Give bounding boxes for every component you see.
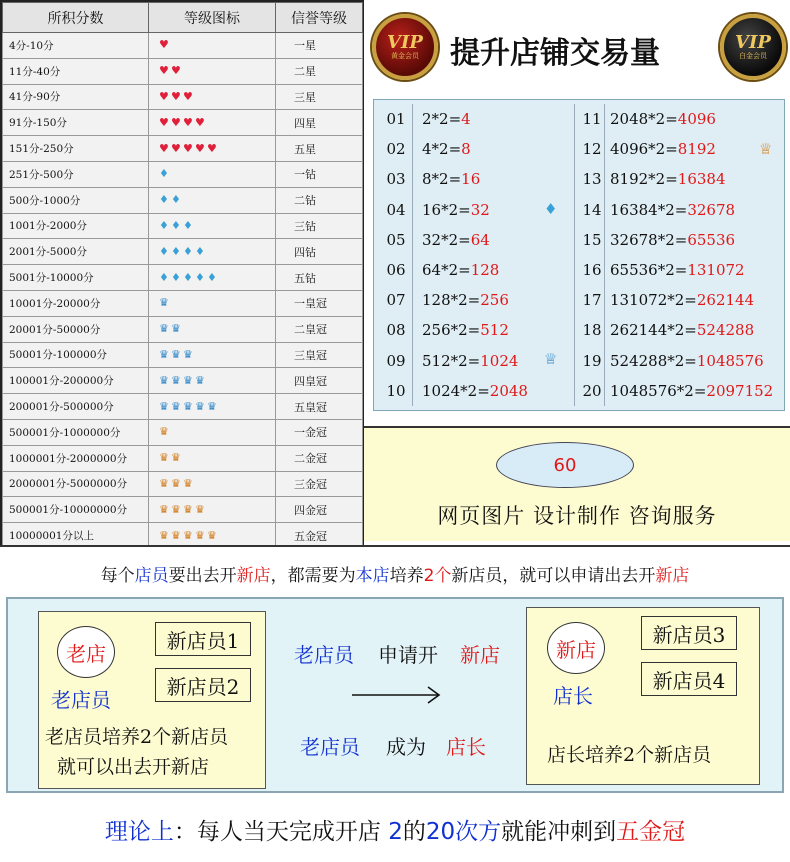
expression-text: 1048576*2=: [610, 381, 707, 400]
expression-text: 512*2=: [422, 351, 481, 370]
text-run: 新店: [655, 566, 690, 586]
expression-result: 512: [480, 321, 509, 340]
diamond-icon: ♦: [171, 244, 181, 258]
expression-text: 128*2=: [422, 291, 481, 310]
expression-text: 256*2=: [422, 321, 481, 340]
credit-row: [3, 394, 363, 420]
text-run: 每个: [100, 566, 135, 586]
step-number: 11: [582, 110, 602, 128]
step-expression: [422, 134, 471, 164]
credit-level: 三皇冠: [276, 342, 363, 368]
step-expression: [422, 315, 509, 345]
credit-level: 二星: [276, 58, 363, 84]
doubling-row: [574, 346, 782, 376]
gold-crown-icon: ♛: [171, 528, 181, 542]
heart-icon: ♥: [183, 141, 193, 155]
blue-crown-icon: ♕: [544, 350, 558, 368]
gold-crown-icon: ♕: [759, 140, 773, 158]
level-icons: [149, 394, 276, 420]
mid-new-store: 新店: [460, 643, 500, 667]
credit-row: [3, 84, 363, 110]
points-range: 251分-500分: [3, 161, 149, 187]
heart-icon: ♥: [195, 115, 205, 129]
expression-result: 32: [470, 200, 490, 219]
mid-old-clerk-1: 老店员: [294, 643, 354, 667]
services-box: [364, 426, 790, 541]
gold-crown-icon: ♛: [159, 476, 169, 490]
gold-crown-icon: ♛: [195, 502, 205, 516]
expression-text: 16384*2=: [610, 200, 688, 219]
diamond-icon: ♦: [195, 270, 205, 284]
vip-gold-badge-icon: [372, 14, 438, 80]
credit-level: 一星: [276, 33, 363, 59]
credit-level: 三金冠: [276, 471, 363, 497]
heart-icon: ♥: [207, 141, 217, 155]
points-range: 100001分-200000分: [3, 368, 149, 394]
blue-crown-icon: ♛: [171, 347, 181, 361]
heart-icon: ♥: [159, 89, 169, 103]
step-number: 09: [386, 351, 406, 370]
points-range: 1000001分-2000000分: [3, 445, 149, 471]
expression-text: 2048*2=: [610, 110, 678, 128]
credit-row: [3, 110, 363, 136]
credit-level: 一钻: [276, 161, 363, 187]
step-number: 14: [582, 200, 602, 219]
level-icons: [149, 33, 276, 59]
step-number: 17: [582, 291, 602, 310]
credit-row: [3, 58, 363, 84]
step-number: 13: [582, 170, 602, 189]
gold-crown-icon: ♛: [171, 476, 181, 490]
points-range: 5001分-10000分: [3, 265, 149, 291]
expression-text: 65536*2=: [610, 260, 688, 279]
mid-apply: 申请开: [378, 643, 438, 667]
heart-icon: ♥: [159, 141, 169, 155]
expression-text: 32*2=: [422, 230, 471, 249]
gold-crown-icon: ♛: [159, 451, 169, 465]
vip-platinum-badge-icon: [720, 14, 786, 80]
doubling-row: [378, 376, 574, 406]
diamond-icon: ♦: [207, 270, 217, 284]
level-icons: [149, 445, 276, 471]
expansion-section: [0, 545, 790, 862]
blue-crown-icon: ♛: [171, 322, 181, 336]
points-range: 200001分-500000分: [3, 394, 149, 420]
credit-level: 一皇冠: [276, 290, 363, 316]
doubling-row: [574, 255, 782, 285]
expression-result: 16384: [677, 170, 726, 189]
expression-result: 2048: [489, 381, 528, 400]
credit-row: [3, 213, 363, 239]
credit-row: [3, 445, 363, 471]
expression-text: 131072*2=: [610, 291, 697, 310]
points-range: 50001分-100000分: [3, 342, 149, 368]
step-expression: [610, 225, 735, 255]
text-run: 本店: [355, 566, 390, 586]
points-range: 4分-10分: [3, 33, 149, 59]
new-clerk-2: 新店员2: [155, 668, 251, 702]
heart-icon: ♥: [171, 115, 181, 129]
expression-result: 4096: [677, 110, 716, 128]
blue-crown-icon: ♛: [159, 373, 169, 387]
step-number: 05: [386, 230, 406, 249]
diamond-icon: ♦: [183, 244, 193, 258]
expression-text: 32678*2=: [610, 230, 688, 249]
doubling-row: [378, 285, 574, 315]
step-number: 06: [386, 260, 406, 279]
text-run: 20次方: [425, 819, 502, 845]
blue-crown-icon: ♛: [195, 373, 205, 387]
gold-crown-icon: ♛: [183, 502, 193, 516]
diamond-icon: ♦: [171, 193, 181, 207]
blue-crown-icon: ♛: [183, 347, 193, 361]
diamond-icon: ♦: [195, 244, 205, 258]
expression-text: 8*2=: [422, 170, 462, 189]
level-icons: [149, 290, 276, 316]
credit-level: 五金冠: [276, 523, 363, 549]
expression-result: 64: [470, 230, 490, 249]
expression-result: 4: [461, 110, 471, 128]
heart-icon: ♥: [171, 89, 181, 103]
level-icons: [149, 239, 276, 265]
points-range: 2000001分-5000000分: [3, 471, 149, 497]
gold-crown-icon: ♛: [159, 425, 169, 439]
credit-row: [3, 497, 363, 523]
expression-text: 16*2=: [422, 200, 471, 219]
step-expression: [422, 225, 490, 255]
level-icons: [149, 368, 276, 394]
credit-level: 二钻: [276, 187, 363, 213]
doubling-row: [378, 164, 574, 194]
blue-crown-icon: ♛: [159, 296, 169, 310]
step-number: 03: [386, 170, 406, 189]
expression-result: 128: [470, 260, 500, 279]
blue-crown-icon: ♛: [207, 399, 217, 413]
points-range: 10000001分以上: [3, 523, 149, 549]
vip-badge-sub: 白金会员: [739, 51, 767, 60]
diamond-icon: ♦: [159, 167, 169, 181]
doubling-row: [574, 104, 782, 134]
credit-row: [3, 342, 363, 368]
text-run: 2: [388, 819, 403, 845]
doubling-row: [378, 225, 574, 255]
expression-text: 262144*2=: [610, 321, 697, 340]
blue-crown-icon: ♛: [183, 373, 193, 387]
expression-result: 65536: [687, 230, 736, 249]
step-expression: [610, 346, 764, 376]
diamond-icon: ♦: [183, 218, 193, 232]
credit-level: 四皇冠: [276, 368, 363, 394]
step-expression: [610, 255, 745, 285]
step-number: 01: [386, 110, 406, 128]
credit-level: 二金冠: [276, 445, 363, 471]
expansion-diagram: [6, 597, 784, 793]
diamond-icon: ♦: [159, 218, 169, 232]
step-number: 10: [386, 381, 406, 400]
heart-icon: ♥: [159, 115, 169, 129]
doubling-row: [378, 134, 574, 164]
doubling-row: [378, 255, 574, 285]
points-range: 500分-1000分: [3, 187, 149, 213]
old-clerk-label: 老店员: [51, 688, 111, 712]
credit-row: [3, 368, 363, 394]
expression-result: 1048576: [696, 351, 764, 370]
services-text: 网页图片 设计制作 咨询服务: [437, 504, 717, 528]
text-run: 新店员，就可以申请出去开: [451, 566, 656, 586]
step-number: 02: [386, 140, 406, 159]
promo-oval: 60: [496, 442, 634, 488]
diamond-icon: ♦: [159, 270, 169, 284]
level-icons: [149, 342, 276, 368]
expression-result: 8192: [677, 140, 716, 159]
text-run: 要出去开: [168, 566, 237, 586]
credit-level: 五星: [276, 136, 363, 162]
expression-result: 256: [480, 291, 509, 310]
step-number: 04: [386, 200, 406, 219]
level-icons: [149, 213, 276, 239]
right-caption: 店长培养2个新店员: [547, 744, 712, 766]
step-expression: [422, 255, 499, 285]
text-run: 五金冠: [616, 819, 686, 845]
gold-crown-icon: ♛: [159, 502, 169, 516]
blue-crown-icon: ♛: [159, 347, 169, 361]
credit-level: 五皇冠: [276, 394, 363, 420]
step-expression: [610, 285, 754, 315]
credit-level-table: [0, 0, 364, 545]
credit-row: [3, 33, 363, 59]
text-run: 理论上: [104, 819, 174, 845]
page-title: 提升店铺交易量: [450, 36, 660, 71]
points-range: 41分-90分: [3, 84, 149, 110]
expression-text: 8192*2=: [610, 170, 678, 189]
level-icons: [149, 136, 276, 162]
step-expression: [422, 164, 480, 194]
doubling-row: [574, 225, 782, 255]
doubling-row: [574, 195, 782, 225]
expression-text: 2*2=: [422, 110, 462, 128]
step-number: 15: [582, 230, 602, 249]
left-caption-2: 就可以出去开新店: [57, 756, 210, 778]
points-range: 91分-150分: [3, 110, 149, 136]
credit-level: 二皇冠: [276, 316, 363, 342]
step-number: 12: [582, 140, 602, 159]
old-store-circle: 老店: [57, 626, 115, 678]
credit-row: [3, 419, 363, 445]
gold-crown-icon: ♛: [183, 528, 193, 542]
mid-manager: 店长: [446, 735, 486, 759]
text-run: ：每人当天完成开店: [173, 819, 389, 845]
expression-result: 524288: [696, 321, 755, 340]
new-store-circle: 新店: [547, 622, 605, 674]
expression-result: 32678: [687, 200, 736, 219]
points-range: 11分-40分: [3, 58, 149, 84]
credit-row: [3, 316, 363, 342]
level-icons: [149, 58, 276, 84]
credit-row: [3, 290, 363, 316]
step-number: 20: [582, 381, 602, 400]
vip-badge-sub: 黄金会员: [391, 51, 419, 60]
blue-crown-icon: ♛: [159, 399, 169, 413]
expression-result: 2097152: [706, 381, 774, 400]
credit-row: [3, 136, 363, 162]
step-expression: [422, 104, 471, 134]
mid-become: 成为: [386, 735, 426, 759]
doubling-row: [574, 285, 782, 315]
gold-crown-icon: ♛: [207, 528, 217, 542]
credit-level: 五钻: [276, 265, 363, 291]
mid-old-clerk-2: 老店员: [300, 735, 360, 759]
heart-icon: ♥: [183, 89, 193, 103]
blue-crown-icon: ♛: [159, 322, 169, 336]
left-caption-1: 老店员培养2个新店员: [45, 726, 229, 748]
heart-icon: ♥: [159, 38, 169, 52]
vip-badge-text: VIP: [387, 31, 423, 53]
points-range: 500001分-10000000分: [3, 497, 149, 523]
step-expression: [610, 195, 735, 225]
gold-crown-icon: ♛: [195, 528, 205, 542]
new-store-box: [526, 607, 760, 785]
credit-row: [3, 471, 363, 497]
points-range: 2001分-5000分: [3, 239, 149, 265]
header-level: 信誉等级: [276, 3, 363, 33]
doubling-row: [574, 164, 782, 194]
step-expression: [610, 134, 716, 164]
blue-crown-icon: ♛: [171, 373, 181, 387]
gold-crown-icon: ♛: [183, 476, 193, 490]
doubling-row: [574, 315, 782, 345]
expansion-rule-text: [0, 561, 790, 586]
text-run: 就能冲刺到: [501, 819, 617, 845]
points-range: 10001分-20000分: [3, 290, 149, 316]
manager-label: 店长: [553, 684, 593, 708]
blue-crown-icon: ♛: [171, 399, 181, 413]
level-icons: [149, 187, 276, 213]
step-expression: [610, 164, 726, 194]
level-icons: [149, 497, 276, 523]
header-icon: 等级图标: [149, 3, 276, 33]
credit-level: 三钻: [276, 213, 363, 239]
step-expression: [610, 104, 716, 134]
credit-level: 一金冠: [276, 419, 363, 445]
doubling-row: [378, 104, 574, 134]
doubling-table: [373, 99, 785, 411]
diamond-icon: ♦: [183, 270, 193, 284]
step-number: 16: [582, 260, 602, 279]
credit-level: 四金冠: [276, 497, 363, 523]
blue-crown-icon: ♛: [183, 399, 193, 413]
heart-icon: ♥: [195, 141, 205, 155]
heart-icon: ♥: [159, 64, 169, 78]
level-icons: [149, 161, 276, 187]
level-icons: [149, 265, 276, 291]
expression-result: 131072: [687, 260, 745, 279]
gold-crown-icon: ♛: [171, 451, 181, 465]
step-expression: [610, 376, 773, 406]
step-expression: [422, 346, 518, 376]
text-run: ，都需要为: [270, 566, 356, 586]
credit-level: 四钻: [276, 239, 363, 265]
step-number: 18: [582, 321, 602, 340]
expression-result: 8: [461, 140, 471, 159]
points-range: 1001分-2000分: [3, 213, 149, 239]
blue-crown-icon: ♛: [195, 399, 205, 413]
text-run: 培养: [389, 566, 424, 586]
step-expression: [422, 195, 490, 225]
heart-icon: ♥: [171, 64, 181, 78]
credit-row: [3, 161, 363, 187]
expression-text: 524288*2=: [610, 351, 697, 370]
new-clerk-1: 新店员1: [155, 622, 251, 656]
doubling-column-right: [574, 104, 782, 406]
points-range: 20001分-50000分: [3, 316, 149, 342]
step-number: 19: [582, 351, 602, 370]
level-icons: [149, 110, 276, 136]
new-clerk-3: 新店员3: [641, 616, 737, 650]
promo-header: [364, 0, 790, 96]
expression-text: 4096*2=: [610, 140, 678, 159]
level-icons: [149, 316, 276, 342]
gold-crown-icon: ♛: [171, 502, 181, 516]
text-run: 新店: [236, 566, 271, 586]
credit-level: 四星: [276, 110, 363, 136]
level-icons: [149, 84, 276, 110]
step-expression: [422, 376, 528, 406]
expression-text: 4*2=: [422, 140, 462, 159]
expression-result: 262144: [696, 291, 755, 310]
heart-icon: ♥: [171, 141, 181, 155]
doubling-row: [378, 315, 574, 345]
text-run: 2个: [423, 566, 452, 586]
step-number: 07: [386, 291, 406, 310]
credit-row: [3, 187, 363, 213]
diamond-icon: ♦: [159, 244, 169, 258]
doubling-row: [574, 134, 782, 164]
new-clerk-4: 新店员4: [641, 662, 737, 696]
points-range: 500001分-1000000分: [3, 419, 149, 445]
text-run: 店员: [134, 566, 169, 586]
expression-text: 64*2=: [422, 260, 471, 279]
expression-text: 1024*2=: [422, 381, 490, 400]
expression-result: 16: [461, 170, 481, 189]
credit-row: [3, 239, 363, 265]
step-number: 08: [386, 321, 406, 340]
header-points: 所积分数: [3, 3, 149, 33]
credit-level: 三星: [276, 84, 363, 110]
vip-badge-text: VIP: [735, 31, 771, 53]
diamond-icon: ♦: [544, 200, 558, 218]
doubling-row: [574, 376, 782, 406]
step-expression: [610, 315, 754, 345]
diamond-icon: ♦: [159, 193, 169, 207]
expression-result: 1024: [480, 351, 519, 370]
level-icons: [149, 471, 276, 497]
diamond-icon: ♦: [171, 270, 181, 284]
step-expression: [422, 285, 509, 315]
text-run: 的: [402, 819, 426, 845]
theory-text: [0, 813, 790, 846]
heart-icon: ♥: [183, 115, 193, 129]
arrow-right-icon: [352, 685, 442, 705]
old-store-box: [38, 611, 266, 789]
gold-crown-icon: ♛: [159, 528, 169, 542]
points-range: 151分-250分: [3, 136, 149, 162]
credit-row: [3, 265, 363, 291]
level-icons: [149, 419, 276, 445]
diamond-icon: ♦: [171, 218, 181, 232]
